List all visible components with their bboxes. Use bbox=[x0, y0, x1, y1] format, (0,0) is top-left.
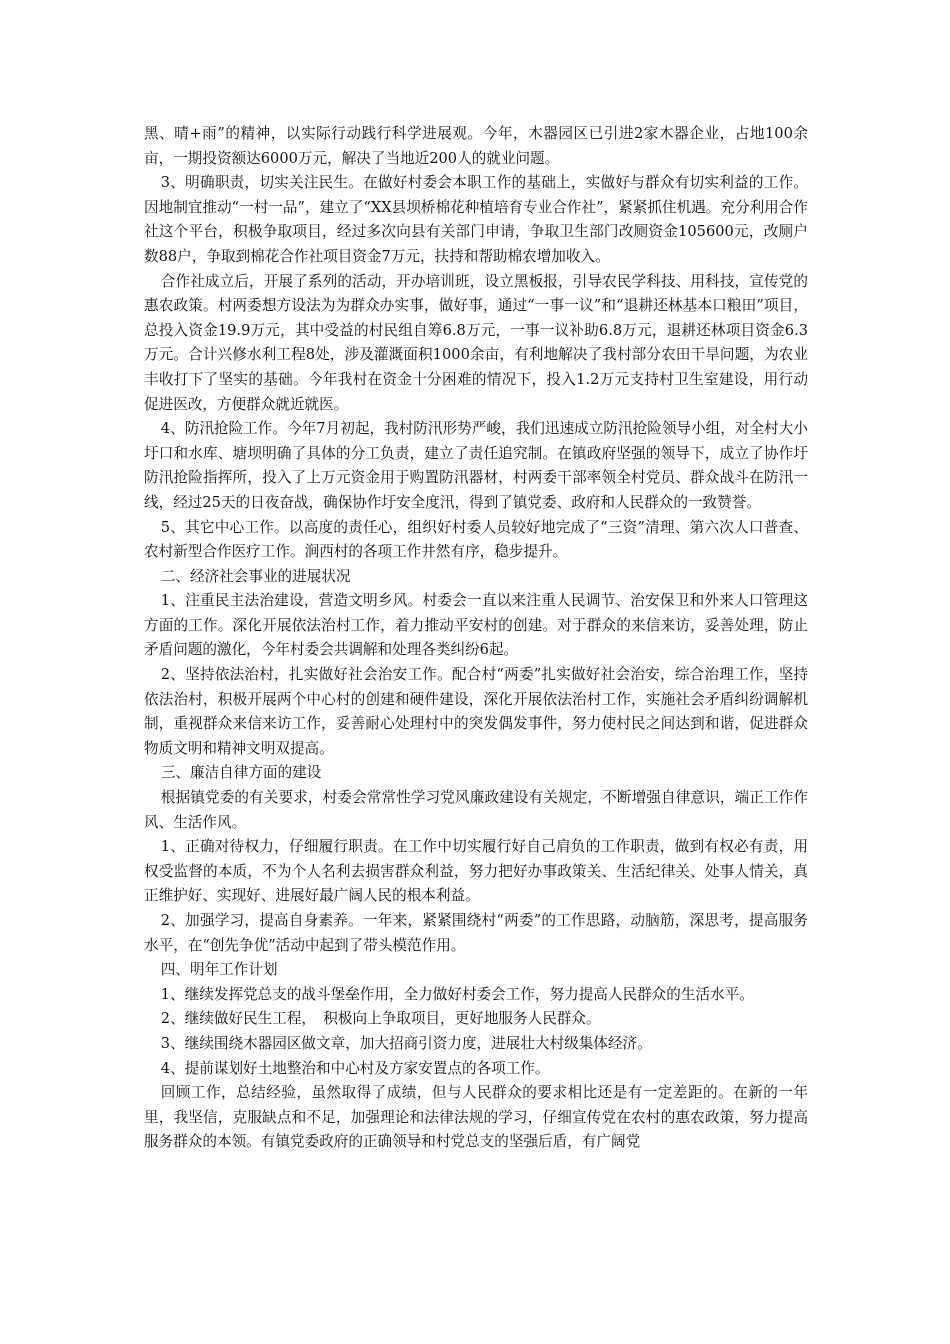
paragraph-2: 3、明确职责，切实关注民生。在做好村委会本职工作的基础上，实做好与群众有切实利益的工作。因地制宜推动“一村一品”，建立了“XX县坝桥棉花种植培育专业合作社”，紧紧抓住机遇。充分利用合作社这个平台，积极争取项目，经过多次向县有关部门申请，争取卫生部门改厕资金105600元，改厕户数88户，争取到棉花合作社项目资金7万元，扶持和帮助棉农增加收入。 bbox=[144, 174, 808, 265]
section-heading-2: 二、经济社会事业的进展状况 bbox=[160, 567, 351, 585]
paragraph-14: 1、继续发挥党总支的战斗堡垒作用，全力做好村委会工作，努力提高人民群众的生活水平。 bbox=[160, 985, 754, 1003]
paragraph-18: 回顾工作，总结经验，虽然取得了成绩，但与人民群众的要求相比还是有一定差距的。在新的一年里，我坚信，克服缺点和不足，加强理论和法律法规的学习，仔细宣传党在农村的惠农政策，努力提高服务群众的本领。有镇党委政府的正确领导和村党总支的坚强后盾，有广阔党 bbox=[144, 1084, 808, 1151]
paragraph-17: 4、提前谋划好土地整治和中心村及方家安置点的各项工作。 bbox=[160, 1059, 550, 1077]
paragraph-1: 黑、晴+雨”的精神，以实际行动践行科学进展观。今年，木器园区已引进2家木器企业，占地100余亩，一期投资额达6000万元，解决了当地近200人的就业问题。 bbox=[144, 125, 808, 167]
document-body bbox=[144, 122, 808, 1155]
paragraph-8: 2、坚持依法治村，扎实做好社会治安工作。配合村“两委”扎实做好社会治安，综合治理工作，坚持依法治村，积极开展两个中心村的创建和硬件建设，深化开展依法治村工作，实施社会矛盾纠纷调解机制，重视群众来信来访工作，妥善耐心处理村中的突发偶发事件，努力使村民之间达到和谐，促进群众物质文明和精神文明双提高。 bbox=[144, 666, 808, 757]
section-heading-4: 四、明年工作计划 bbox=[160, 961, 278, 979]
paragraph-5: 5、其它中心工作。以高度的责任心，组织好村委人员较好地完成了“三资”清理、第六次人口普查、农村新型合作医疗工作。涧西村的各项工作井然有序，稳步提升。 bbox=[144, 518, 808, 561]
paragraph-10: 根据镇党委的有关要求，村委会常常性学习党风廉政建设有关规定，不断增强自律意识，端正工作作风、生活作风。 bbox=[144, 789, 808, 831]
paragraph-4: 4、防汛抢险工作。今年7月初起，我村防汛形势严峻，我们迅速成立防汛抢险领导小组，对全村大小圩口和水库、塘坝明确了具体的分工负责，建立了责任追究制。在镇政府坚强的领导下，成立了协作圩防汛抢险指挥所，投入了上万元资金用于购置防汛器材，村两委干部率领全村党员、群众战斗在防汛一线，经过25天的日夜奋战，确保协作圩安全度汛，得到了镇党委、政府和人民群众的一致赞誉。 bbox=[144, 420, 808, 511]
paragraph-12: 2、加强学习，提高自身素养。一年来，紧紧围绕村“两委”的工作思路，动脑筋，深思考，提高服务水平，在“创先争优”活动中起到了带头模范作用。 bbox=[144, 912, 808, 954]
paragraph-15: 2、继续做好民生工程， 积极向上争取项目，更好地服务人民群众。 bbox=[160, 1010, 601, 1028]
paragraph-16: 3、继续围绕木器园区做文章，加大招商引资力度，进展壮大村级集体经济。 bbox=[160, 1034, 652, 1052]
paragraph-3: 合作社成立后，开展了系列的活动，开办培训班，设立黑板报，引导农民学科技、用科技，宣传党的惠农政策。村两委想方设法为为群众办实事，做好事，通过“一事一议”和“退耕还林基本口粮田”项目，总投入资金19.9万元，其中受益的村民组自筹6.8万元，一事一议补助6.8万元，退耕还林项目资金6.3万元。合计兴修水利工程8处，涉及灌溉面积1000余亩，有利地解决了我村部分农田干旱问题，为农业丰收打下了坚实的基础。今年我村在资金十分困难的情况下，投入1.2万元支持村卫生室建设，用行动促进医改，方便群众就近就医。 bbox=[144, 272, 808, 413]
paragraph-11: 1、正确对待权力，仔细履行职责。在工作中切实履行好自己肩负的工作职责，做到有权必有责，用权受监督的本质，不为个人名利去损害群众利益，努力把好办事政策关、生活纪律关、处事人情关，真正维护好、实现好、进展好最广阔人民的根本利益。 bbox=[144, 838, 808, 905]
section-heading-3: 三、廉洁自律方面的建设 bbox=[160, 764, 322, 782]
paragraph-7: 1、注重民主法治建设，营造文明乡风。村委会一直以来注重人民调节、治安保卫和外来人口管理这方面的工作。深化开展依法治村工作，着力推动平安村的创建。对于群众的来信来访，妥善处理，防止矛盾问题的激化，今年村委会共调解和处理各类纠纷6起。 bbox=[144, 592, 808, 659]
